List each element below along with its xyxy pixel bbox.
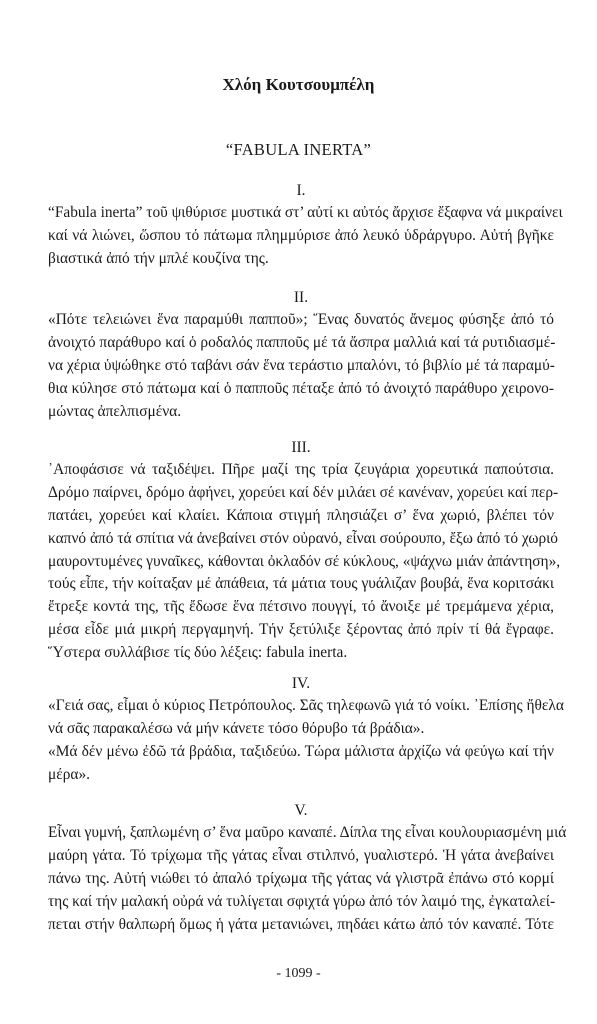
text-line: πάνω της. Αὐτή νιώθει τό ἀπαλό τρίχωμα τῆς γάτας νά γλιστρᾶ ἐπάνω στό κορμί: [48, 869, 554, 887]
section-2: [48, 287, 554, 423]
text-line: μέρα».: [48, 765, 91, 783]
text-line: βιαστικά ἀπό τήν μπλέ κουζίνα της.: [48, 249, 269, 267]
text-line: «Πότε τελειώνει ἕνα παραμύθι παπποῦ»; Ἕνας δυνατός ἄνεμος φύσηξε ἀπό τό: [48, 311, 554, 328]
text-line: θια κύλησε στό πάτωμα καί ὁ παπποῦς πέταξε ἀπό τό ἀνοιχτό παράθυρο χειρονο-: [48, 379, 554, 397]
section-numeral: IV.: [291, 675, 311, 692]
text-line: μαυροντυμένες γυναῖκες, κάθονται ὀκλαδόν σέ κύκλους, «ψάχνω μιάν ἀπάντηση»,: [48, 552, 561, 570]
text-line: «Μά δέν μένω ἐδῶ τά βράδια, ταξιδεύω. Τώρα μάλιστα ἀρχίζω νά φεύγω καί τήν: [48, 742, 554, 760]
section-text: [48, 822, 567, 936]
text-line: πεται στήν θαλπωρή ὅμως ἡ γάτα μετανιώνει, πηδάει κάτω ἀπό τόν καναπέ. Τότε: [48, 915, 554, 933]
text-line: καί νά λιώνει, ὥσπου τό πάτωμα πλημμύρισε ἀπό λευκό ὑδράργυρο. Αὐτή βγῆκε: [48, 226, 554, 244]
section-numeral: III.: [291, 439, 311, 456]
text-line: ᾿Αποφάσισε νά ταξιδέψει. Πῆρε μαζί της τρία ζευγάρια χορευτικά παπούτσια.: [48, 461, 554, 478]
text-line: μώντας ἀπελπισμένα.: [48, 402, 182, 420]
section-text: [48, 202, 563, 271]
section-text: [48, 695, 564, 787]
page-number: - 1099 -: [276, 966, 321, 981]
text-line: της καί τήν μαλακή οὐρά νά τυλίγεται σφιχτά γύρω ἀπό τόν λαιμό της, ἐγκαταλεί-: [48, 892, 556, 910]
text-line: καπνό ἀπό τά σπίτια νά ἀνεβαίνει στόν οὐρανό, εἶναι σούρουπο, ἔξω ἀπό τό χωριό: [48, 529, 558, 547]
text-line: “Fabula inerta” τοῦ ψιθύρισε μυστικά στ’ αὐτί κι αὐτός ἄρχισε ἔξαφνα νά μικραίνει: [48, 204, 563, 221]
text-line: ἔτρεξε κοντά της, τῆς ἔδωσε ἕνα πέτσινο πουγγί, τό ἄνοιξε μέ τρεμάμενα χέρια,: [48, 598, 554, 616]
text-line: πατάει, χορεύει καί κλαίει. Κάποια στιγμή πλησιάζει σ’ ἕνα χωριό, βλέπει τόν: [48, 506, 554, 524]
author-name: Χλόη Κουτσουμπέλη: [222, 75, 375, 94]
section-text: [48, 309, 554, 423]
text-line: Εἶναι γυμνή, ξαπλωμένη σ’ ἕνα μαῦρο καναπέ. Δίπλα της εἶναι κουλουριασμένη μιά: [48, 824, 567, 841]
section-3: [48, 437, 561, 665]
text-line: ἀνοιχτό παράθυρο καί ὁ ροδαλός παπποῦς μέ τά ἄσπρα μαλλιά καί τά ρυτιδιασμέ-: [48, 333, 556, 351]
text-line: Ὕστερα συλλάβισε τίς δύο λέξεις: fabula inerta.: [48, 644, 348, 662]
text-line: να χέρια ὑψώθηκε στό ταβάνι σάν ἕνα τεράστιο μπαλόνι, τό βιβλίο μέ τά παραμύ-: [48, 356, 555, 374]
text-line: Δρόμο παίρνει, δρόμο ἀφήνει, χορεύει καί δέν μιλάει σέ κανέναν, χορεύει καί περ-: [48, 483, 559, 501]
text-line: μαύρη γάτα. Τό τρίχωμα τῆς γάτας εἶναι στιλπνό, γυαλιστερό. Ἡ γάτα ἀνεβαίνει: [48, 846, 554, 864]
section-numeral: V.: [294, 802, 308, 819]
section-1: [48, 180, 563, 271]
text-line: «Γειά σας, εἶμαι ὁ κύριος Πετρόπουλος. Σᾶς τηλεφωνῶ γιά τό νοίκι. ᾿Επίσης ἤθελα: [48, 697, 564, 714]
text-line: νά σᾶς παρακαλέσω νά μήν κάνετε τόσο θόρυβο τά βράδια».: [48, 719, 425, 737]
text-line: μέσα εἶδε μιά μικρή περγαμηνή. Τήν ξετύλιξε ξέροντας ἀπό πρίν τί θά ἔγραφε.: [48, 621, 554, 639]
section-text: [48, 459, 561, 665]
work-title: “FABULA INERTA”: [225, 140, 372, 159]
section-numeral: I.: [296, 182, 306, 199]
section-4: [48, 673, 564, 787]
section-5: [48, 800, 567, 936]
section-numeral: II.: [293, 289, 309, 306]
text-line: τούς εἶπε, τήν κοίταξαν μέ ἀπάθεια, τά μάτια τους γυάλιζαν βουβά, ἕνα κοριτσάκι: [48, 575, 554, 593]
